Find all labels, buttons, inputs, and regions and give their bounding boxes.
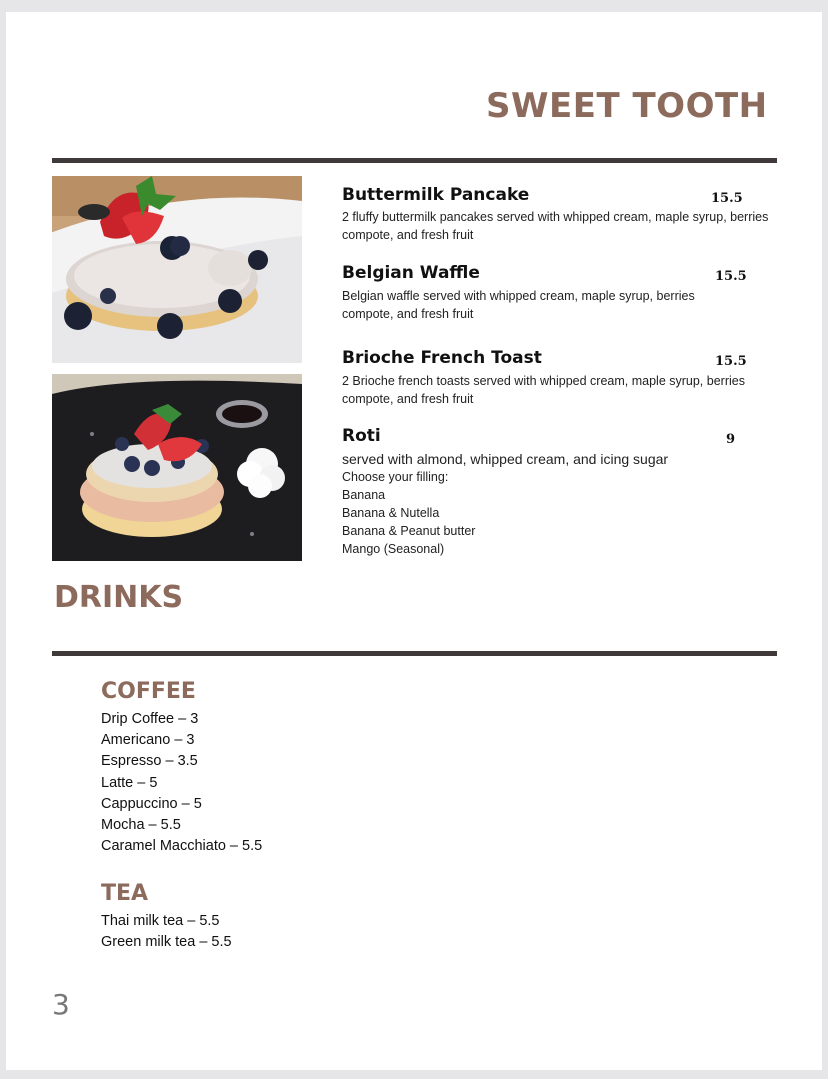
coffee-heading: COFFEE (101, 679, 196, 704)
item-desc-buttermilk-pancake: 2 fluffy buttermilk pancakes served with whipped cream, maple syrup, berries compote, and fresh fruit (342, 210, 769, 242)
tea-heading: TEA (101, 881, 149, 906)
roti-description: served with almond, whipped cream, and icing sugar (342, 451, 669, 467)
roti-filling-prompt: Choose your filling: (342, 470, 449, 484)
list-item: Caramel Macchiato – 5.5 (101, 838, 263, 855)
roti-filling-option: Mango (Seasonal) (342, 542, 445, 556)
pancake-photo (52, 176, 302, 363)
list-item: Espresso – 3.5 (101, 753, 198, 770)
sweet-tooth-heading: SWEET TOOTH (486, 86, 768, 126)
top-divider (52, 158, 777, 163)
pancake-with-berries-photo (52, 374, 302, 561)
item-desc-belgian-waffle: Belgian waffle served with whipped cream, maple syrup, berries compote, and fresh fruit (342, 289, 695, 321)
item-name-belgian-waffle: Belgian Waffle (342, 263, 480, 283)
list-item: Mocha – 5.5 (101, 817, 181, 834)
item-price-brioche-french-toast: 15.5 (715, 354, 747, 369)
item-desc-roti (342, 450, 772, 558)
item-desc-brioche-french-toast: 2 Brioche french toasts served with whipped cream, maple syrup, berries compote, and fresh fruit (342, 374, 745, 406)
page-number: 3 (52, 988, 70, 1021)
list-item: Cappuccino – 5 (101, 795, 202, 812)
list-item: Green milk tea – 5.5 (101, 934, 232, 951)
item-name-brioche-french-toast: Brioche French Toast (342, 348, 542, 368)
tea-list (101, 911, 232, 953)
item-price-buttermilk-pancake: 15.5 (711, 191, 743, 206)
item-name-buttermilk-pancake: Buttermilk Pancake (342, 185, 530, 205)
list-item: Americano – 3 (101, 732, 195, 749)
roti-filling-option: Banana (342, 488, 386, 502)
item-price-belgian-waffle: 15.5 (715, 269, 747, 284)
drinks-heading: DRINKS (54, 580, 184, 615)
drinks-divider (52, 651, 777, 656)
roti-filling-option: Banana & Peanut butter (342, 524, 476, 538)
list-item: Latte – 5 (101, 774, 158, 791)
item-price-roti: 9 (726, 432, 736, 447)
coffee-list (101, 709, 262, 857)
item-name-roti: Roti (342, 426, 381, 446)
roti-filling-option: Banana & Nutella (342, 506, 440, 520)
list-item: Thai milk tea – 5.5 (101, 913, 220, 929)
list-item: Drip Coffee – 3 (101, 711, 199, 727)
